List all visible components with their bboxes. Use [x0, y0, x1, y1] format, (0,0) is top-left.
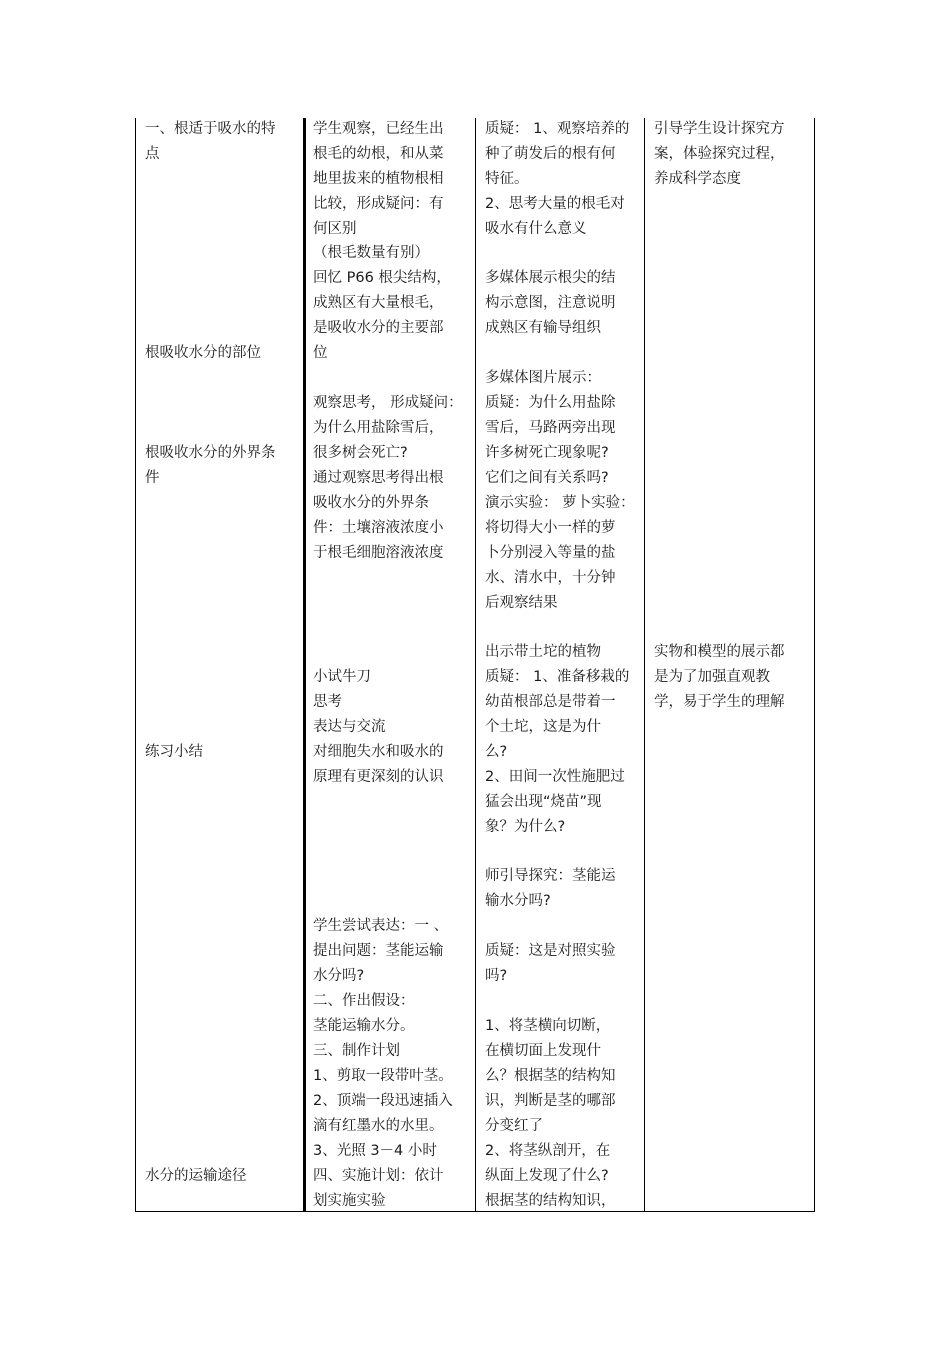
text-line: 水、清水中，十分钟: [485, 570, 616, 586]
text-line: 茎能运输水分。: [313, 1018, 415, 1034]
text-line: 回忆 P66 根尖结构，: [313, 270, 451, 286]
text-line: 根吸收水分的外界条: [145, 445, 276, 461]
text-line: 小试牛刀: [313, 669, 371, 685]
table-bottom-border: [135, 1211, 815, 1212]
text-line: 质疑： 1、准备移栽的: [485, 669, 630, 685]
text-line: 多媒体图片展示：: [485, 370, 601, 386]
text-line: 根毛的幼根，和从菜: [313, 146, 444, 162]
text-line: 练习小结: [145, 744, 203, 760]
text-line: 养成科学态度: [654, 171, 741, 187]
text-line: 质疑：为什么用盐除: [485, 395, 616, 411]
text-line: 在横切面上发现什: [485, 1043, 601, 1059]
text-line: 种了萌发后的根有何: [485, 146, 616, 162]
text-line: 么？根据茎的结构知: [485, 1068, 616, 1084]
text-line: 猛会出现“烧苗”现: [485, 794, 602, 810]
text-line: 多媒体展示根尖的结: [485, 270, 616, 286]
text-line: 2、思考大量的根毛对: [485, 196, 625, 212]
text-line: 地里拔来的植物根相: [313, 171, 444, 187]
text-line: 实物和模型的展示都: [654, 644, 785, 660]
text-line: 学生尝试表达：一 、: [313, 918, 449, 934]
text-line: 成熟区有输导组织: [485, 320, 601, 336]
text-line: 何区别: [313, 221, 357, 237]
text-line: 象？为什么?: [485, 819, 566, 835]
text-line: 特征。: [485, 171, 529, 187]
table-divider-1: [303, 118, 306, 1212]
text-line: 3、光照 3－4 小时: [313, 1143, 437, 1159]
table-border-right: [814, 118, 815, 1212]
text-line: 么?: [485, 744, 508, 760]
text-line: 是吸收水分的主要部: [313, 320, 444, 336]
text-line: 输水分吗?: [485, 893, 551, 909]
text-line: 学生观察，已经生出: [313, 121, 444, 137]
table-divider-3: [644, 118, 645, 1212]
text-line: （根毛数量有别）: [313, 245, 429, 261]
table-border-left: [135, 118, 136, 1212]
text-line: 2、将茎纵剖开，在: [485, 1143, 611, 1159]
text-line: 2、顶端一段迅速插入: [313, 1093, 453, 1109]
text-line: 后观察结果: [485, 595, 558, 611]
text-line: 表达与交流: [313, 719, 386, 735]
text-line: 案，体验探究过程，: [654, 146, 785, 162]
text-line: 个土坨，这是为什: [485, 719, 601, 735]
text-line: 纵面上发现了什么?: [485, 1168, 609, 1184]
text-line: 水分的运输途径: [145, 1168, 247, 1184]
text-line: 根据茎的结构知识，: [485, 1193, 616, 1209]
text-line: 卜分别浸入等量的盐: [485, 545, 616, 561]
text-line: 位: [313, 345, 328, 361]
text-line: 幼苗根部总是带着一: [485, 694, 616, 710]
text-line: 1、剪取一段带叶茎。: [313, 1068, 453, 1084]
text-line: 吸水有什么意义: [485, 221, 587, 237]
text-line: 成熟区有大量根毛，: [313, 295, 444, 311]
text-line: 通过观察思考得出根: [313, 470, 444, 486]
text-line: 思考: [313, 694, 342, 710]
text-line: 出示带土坨的植物: [485, 644, 601, 660]
text-line: 分变红了: [485, 1118, 543, 1134]
text-line: 对细胞失水和吸水的: [313, 744, 444, 760]
text-line: 于根毛细胞溶液浓度: [313, 545, 444, 561]
text-line: 雪后，马路两旁出现: [485, 420, 616, 436]
text-line: 划实施实验: [313, 1193, 386, 1209]
text-line: 许多树死亡现象呢?: [485, 445, 609, 461]
text-line: 它们之间有关系吗?: [485, 470, 609, 486]
text-line: 识，判断是茎的哪部: [485, 1093, 616, 1109]
text-line: 质疑： 1、观察培养的: [485, 121, 630, 137]
text-line: 吗?: [485, 968, 508, 984]
text-line: 三、制作计划: [313, 1043, 400, 1059]
text-line: 将切得大小一样的萝: [485, 520, 616, 536]
text-line: 2、田间一次性施肥过: [485, 769, 625, 785]
text-line: 是为了加强直观教: [654, 669, 770, 685]
text-line: 点: [145, 146, 160, 162]
text-line: 很多树会死亡?: [313, 445, 408, 461]
text-line: 演示实验： 萝卜实验：: [485, 495, 635, 511]
text-line: 原理有更深刻的认识: [313, 769, 444, 785]
text-line: 构示意图，注意说明: [485, 295, 616, 311]
text-line: 水分吗?: [313, 968, 365, 984]
text-line: 引导学生设计探究方: [654, 121, 785, 137]
text-line: 学，易于学生的理解: [654, 694, 785, 710]
table-divider-2: [475, 118, 476, 1212]
text-line: 师引导探究：茎能运: [485, 868, 616, 884]
text-line: 滴有红墨水的水里。: [313, 1118, 444, 1134]
text-line: 四、实施计划：依计: [313, 1168, 444, 1184]
text-line: 质疑：这是对照实验: [485, 943, 616, 959]
text-line: 1、将茎横向切断，: [485, 1018, 611, 1034]
text-line: 件：土壤溶液浓度小: [313, 520, 444, 536]
text-line: 比较，形成疑问：有: [313, 196, 444, 212]
text-line: 一、根适于吸水的特: [145, 121, 276, 137]
text-line: 件: [145, 470, 160, 486]
text-line: 根吸收水分的部位: [145, 345, 261, 361]
text-line: 提出问题：茎能运输: [313, 943, 444, 959]
text-line: 为什么用盐除雪后，: [313, 420, 444, 436]
text-line: 观察思考， 形成疑问：: [313, 395, 463, 411]
text-line: 二、作出假设：: [313, 993, 415, 1009]
text-line: 吸收水分的外界条: [313, 495, 429, 511]
